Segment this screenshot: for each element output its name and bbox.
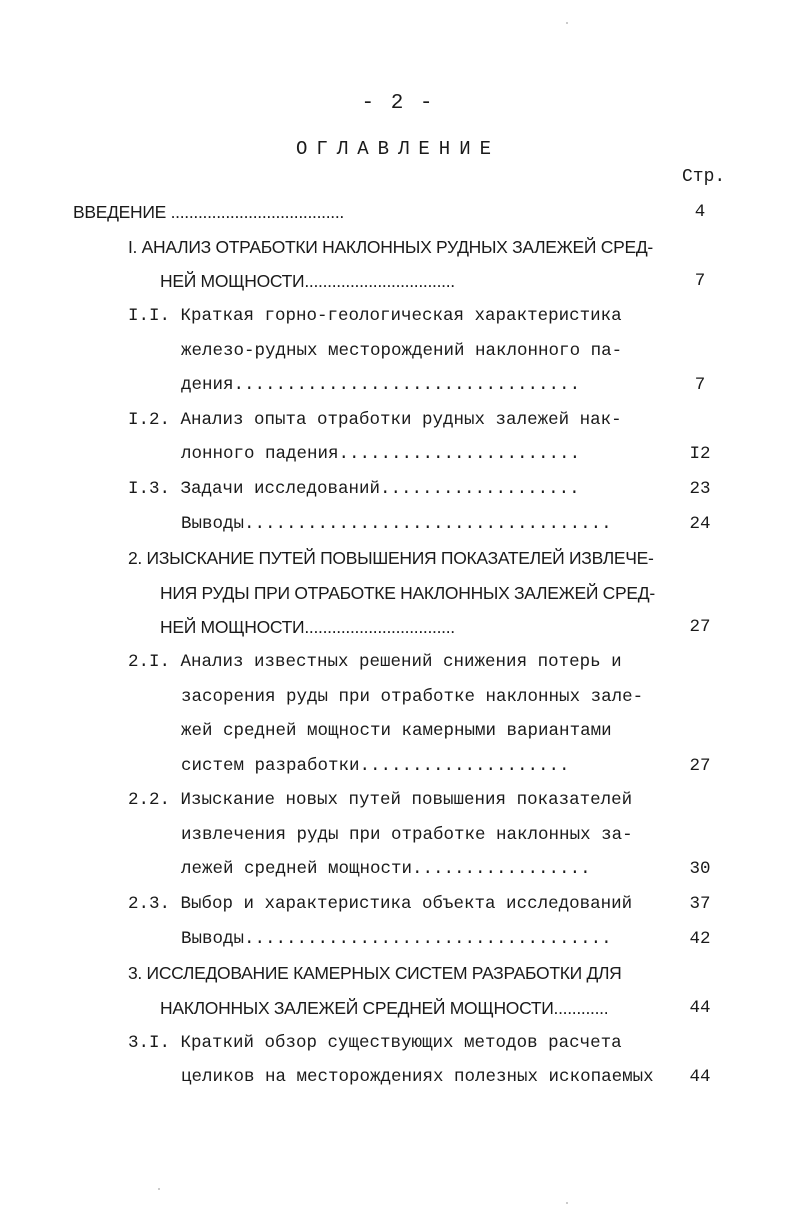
toc-line: извлечения руды при отработке наклонных за- <box>181 825 633 845</box>
toc-line: ВВЕДЕНИЕ ...................................... <box>73 202 344 222</box>
scan-speck <box>566 1202 568 1204</box>
toc-page: 7 <box>694 375 706 395</box>
toc-line: 2.I. Анализ известных решений снижения потерь и <box>128 652 622 672</box>
page-number: - 2 - <box>361 92 435 115</box>
toc-line: I.3. Задачи исследований................... <box>128 479 580 499</box>
toc-line: НЕЙ МОЩНОСТИ................................. <box>160 617 455 637</box>
toc-page: 44 <box>689 1067 711 1087</box>
toc-line: I.2. Анализ опыта отработки рудных залежей нак- <box>128 410 622 430</box>
toc-line: лонного падения....................... <box>181 444 581 464</box>
toc-line: 3. ИССЛЕДОВАНИЕ КАМЕРНЫХ СИСТЕМ РАЗРАБОТКИ ДЛЯ <box>128 963 622 983</box>
toc-line: дения................................. <box>181 375 581 395</box>
toc-title: ОГЛАВЛЕНИЕ <box>295 138 501 160</box>
toc-line: НИЯ РУДЫ ПРИ ОТРАБОТКЕ НАКЛОННЫХ ЗАЛЕЖЕЙ СРЕД- <box>160 583 655 603</box>
toc-line: 2.3. Выбор и характеристика объекта исследований <box>128 894 633 914</box>
scan-speck <box>566 22 568 24</box>
toc-line: железо-рудных месторождений наклонного па- <box>181 341 623 361</box>
page-column-label: Стр. <box>682 167 726 187</box>
toc-page: 42 <box>689 929 711 949</box>
toc-page: 4 <box>694 202 706 222</box>
toc-line: 2. ИЗЫСКАНИЕ ПУТЕЙ ПОВЫШЕНИЯ ПОКАЗАТЕЛЕЙ ИЗВЛЕЧЕ- <box>128 548 654 568</box>
toc-line: I. АНАЛИЗ ОТРАБОТКИ НАКЛОННЫХ РУДНЫХ ЗАЛЕЖЕЙ СРЕД- <box>128 237 653 257</box>
toc-line: засорения руды при отработке наклонных зале- <box>181 687 644 707</box>
toc-line: НАКЛОННЫХ ЗАЛЕЖЕЙ СРЕДНЕЙ МОЩНОСТИ............ <box>160 998 609 1018</box>
toc-line: Выводы................................... <box>181 929 612 949</box>
toc-page: 24 <box>689 514 711 534</box>
toc-page: I2 <box>689 444 711 464</box>
toc-page: 7 <box>694 271 706 291</box>
toc-line: 2.2. Изыскание новых путей повышения показателей <box>128 790 633 810</box>
toc-page: 27 <box>689 756 711 776</box>
toc-line: 3.I. Краткий обзор существующих методов расчета <box>128 1033 622 1053</box>
toc-page: 23 <box>689 479 711 499</box>
toc-page: 27 <box>689 617 711 637</box>
toc-line: жей средней мощности камерными вариантами <box>181 721 612 741</box>
scan-speck <box>158 1188 160 1190</box>
toc-line: лежей средней мощности................. <box>181 859 591 879</box>
toc-line: НЕЙ МОЩНОСТИ................................. <box>160 271 455 291</box>
toc-line: целиков на месторождениях полезных ископаемых <box>181 1067 654 1087</box>
toc-line: I.I. Краткая горно-геологическая характеристика <box>128 306 622 326</box>
toc-page: 37 <box>689 894 711 914</box>
toc-page: 44 <box>689 998 711 1018</box>
toc-page: 30 <box>689 859 711 879</box>
toc-line: систем разработки.................... <box>181 756 570 776</box>
toc-line: Выводы................................... <box>181 514 612 534</box>
